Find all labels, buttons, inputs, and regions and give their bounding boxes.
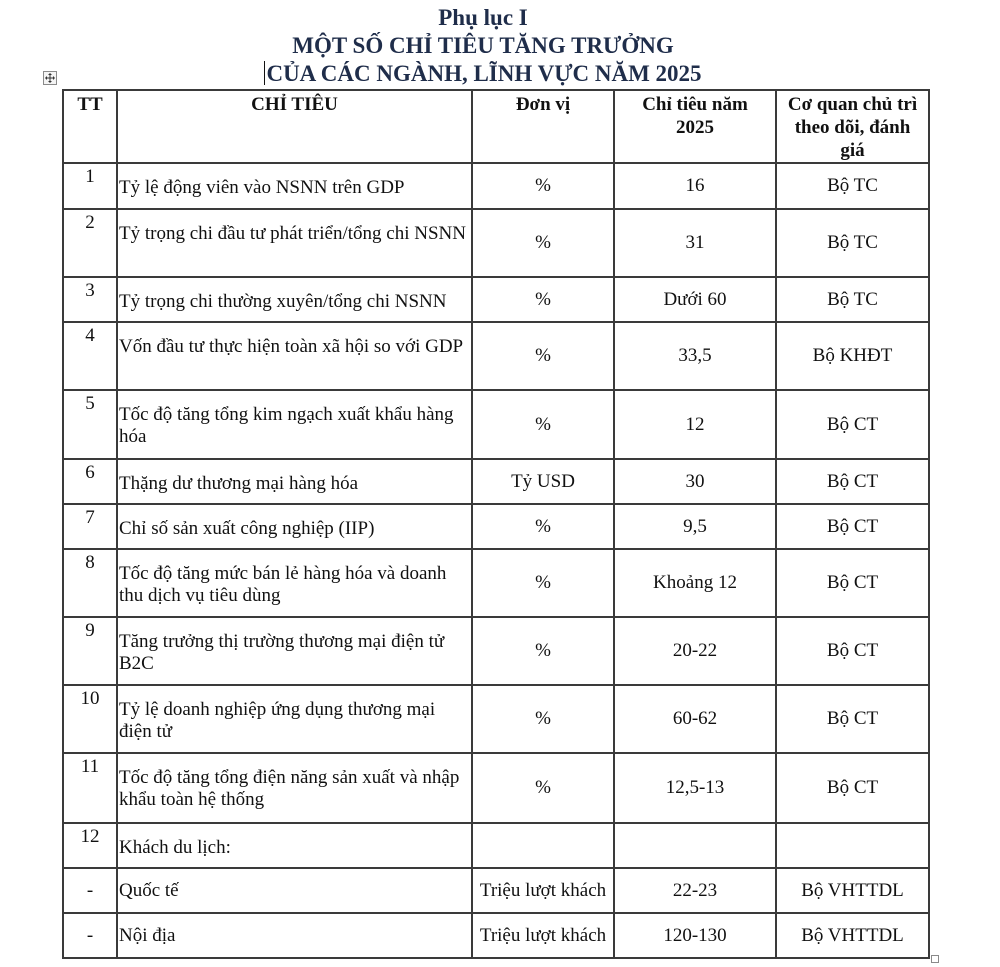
row-unit: % [472, 209, 614, 277]
row-unit: % [472, 322, 614, 390]
row-agency: Bộ CT [776, 753, 929, 823]
row-unit [472, 823, 614, 868]
table-row [63, 459, 929, 504]
row-tt: 6 [63, 459, 117, 504]
row-unit: % [472, 685, 614, 753]
row-target: 12,5-13 [614, 753, 776, 823]
table-row [63, 617, 929, 685]
row-agency: Bộ VHTTDL [776, 913, 929, 958]
table-move-icon[interactable] [43, 71, 57, 85]
header-unit: Đơn vị [472, 90, 614, 163]
row-target: Khoảng 12 [614, 549, 776, 617]
row-agency: Bộ TC [776, 163, 929, 209]
table-row [63, 504, 929, 549]
row-indicator: Nội địa [117, 913, 472, 958]
row-target [614, 823, 776, 868]
row-tt: 5 [63, 390, 117, 459]
row-agency: Bộ TC [776, 277, 929, 322]
table-row [63, 390, 929, 459]
indicators-table [62, 89, 930, 959]
row-indicator: Tăng trưởng thị trường thương mại điện tử B2C [117, 617, 472, 685]
row-indicator: Tỷ trọng chi đầu tư phát triển/tổng chi NSNN [117, 209, 472, 277]
header-target: Chỉ tiêu năm 2025 [614, 90, 776, 163]
row-indicator: Tỷ trọng chi thường xuyên/tổng chi NSNN [117, 277, 472, 322]
row-indicator: Thặng dư thương mại hàng hóa [117, 459, 472, 504]
row-target: 20-22 [614, 617, 776, 685]
row-agency: Bộ CT [776, 459, 929, 504]
row-agency [776, 823, 929, 868]
row-indicator: Tốc độ tăng tổng điện năng sản xuất và nhập khẩu toàn hệ thống [117, 753, 472, 823]
row-indicator: Tỷ lệ doanh nghiệp ứng dụng thương mại điện tử [117, 685, 472, 753]
table-row [63, 868, 929, 913]
table-row [63, 322, 929, 390]
row-target: 22-23 [614, 868, 776, 913]
row-unit: Tỷ USD [472, 459, 614, 504]
table-row [63, 163, 929, 209]
header-indicator: CHỈ TIÊU [117, 90, 472, 163]
row-target: 120-130 [614, 913, 776, 958]
row-unit: % [472, 504, 614, 549]
row-target: 60-62 [614, 685, 776, 753]
row-unit: % [472, 617, 614, 685]
row-target: 30 [614, 459, 776, 504]
row-indicator: Tỷ lệ động viên vào NSNN trên GDP [117, 163, 472, 209]
row-target: 9,5 [614, 504, 776, 549]
row-tt: 11 [63, 753, 117, 823]
row-tt: - [63, 913, 117, 958]
row-unit: Triệu lượt khách [472, 868, 614, 913]
row-tt: 10 [63, 685, 117, 753]
row-indicator: Tốc độ tăng tổng kim ngạch xuất khẩu hàng hóa [117, 390, 472, 459]
title-heading-line-2-wrap[interactable] [0, 60, 966, 88]
row-agency: Bộ CT [776, 685, 929, 753]
move-arrows-icon [45, 73, 55, 83]
table-header-row [63, 90, 929, 163]
document-title [0, 4, 966, 88]
row-tt: 8 [63, 549, 117, 617]
row-agency: Bộ VHTTDL [776, 868, 929, 913]
row-tt: 1 [63, 163, 117, 209]
row-unit: % [472, 163, 614, 209]
table-row [63, 685, 929, 753]
row-unit: % [472, 549, 614, 617]
row-indicator: Tốc độ tăng mức bán lẻ hàng hóa và doanh thu dịch vụ tiêu dùng [117, 549, 472, 617]
row-target: 31 [614, 209, 776, 277]
row-tt: 3 [63, 277, 117, 322]
row-unit: % [472, 277, 614, 322]
row-tt: 2 [63, 209, 117, 277]
row-target: Dưới 60 [614, 277, 776, 322]
row-unit: % [472, 753, 614, 823]
table-row [63, 209, 929, 277]
row-agency: Bộ KHĐT [776, 322, 929, 390]
row-tt: 12 [63, 823, 117, 868]
header-tt: TT [63, 90, 117, 163]
row-agency: Bộ CT [776, 549, 929, 617]
row-indicator: Quốc tế [117, 868, 472, 913]
row-indicator: Vốn đầu tư thực hiện toàn xã hội so với GDP [117, 322, 472, 390]
header-agency: Cơ quan chủ trì theo dõi, đánh giá [776, 90, 929, 163]
row-tt: - [63, 868, 117, 913]
row-indicator: Chỉ số sản xuất công nghiệp (IIP) [117, 504, 472, 549]
row-target: 12 [614, 390, 776, 459]
row-target: 33,5 [614, 322, 776, 390]
table-row [63, 823, 929, 868]
row-unit: % [472, 390, 614, 459]
row-agency: Bộ CT [776, 617, 929, 685]
row-indicator: Khách du lịch: [117, 823, 472, 868]
row-agency: Bộ CT [776, 504, 929, 549]
table-row [63, 913, 929, 958]
title-heading-line-2: CỦA CÁC NGÀNH, LĨNH VỰC NĂM 2025 [266, 61, 702, 86]
row-tt: 9 [63, 617, 117, 685]
row-unit: Triệu lượt khách [472, 913, 614, 958]
row-agency: Bộ CT [776, 390, 929, 459]
row-tt: 7 [63, 504, 117, 549]
table-resize-icon[interactable] [931, 955, 939, 963]
row-target: 16 [614, 163, 776, 209]
table-row [63, 277, 929, 322]
title-heading-line-1: MỘT SỐ CHỈ TIÊU TĂNG TRƯỞNG [292, 33, 674, 58]
row-tt: 4 [63, 322, 117, 390]
table-row [63, 753, 929, 823]
row-agency: Bộ TC [776, 209, 929, 277]
table-row [63, 549, 929, 617]
title-appendix: Phụ lục I [438, 5, 528, 30]
